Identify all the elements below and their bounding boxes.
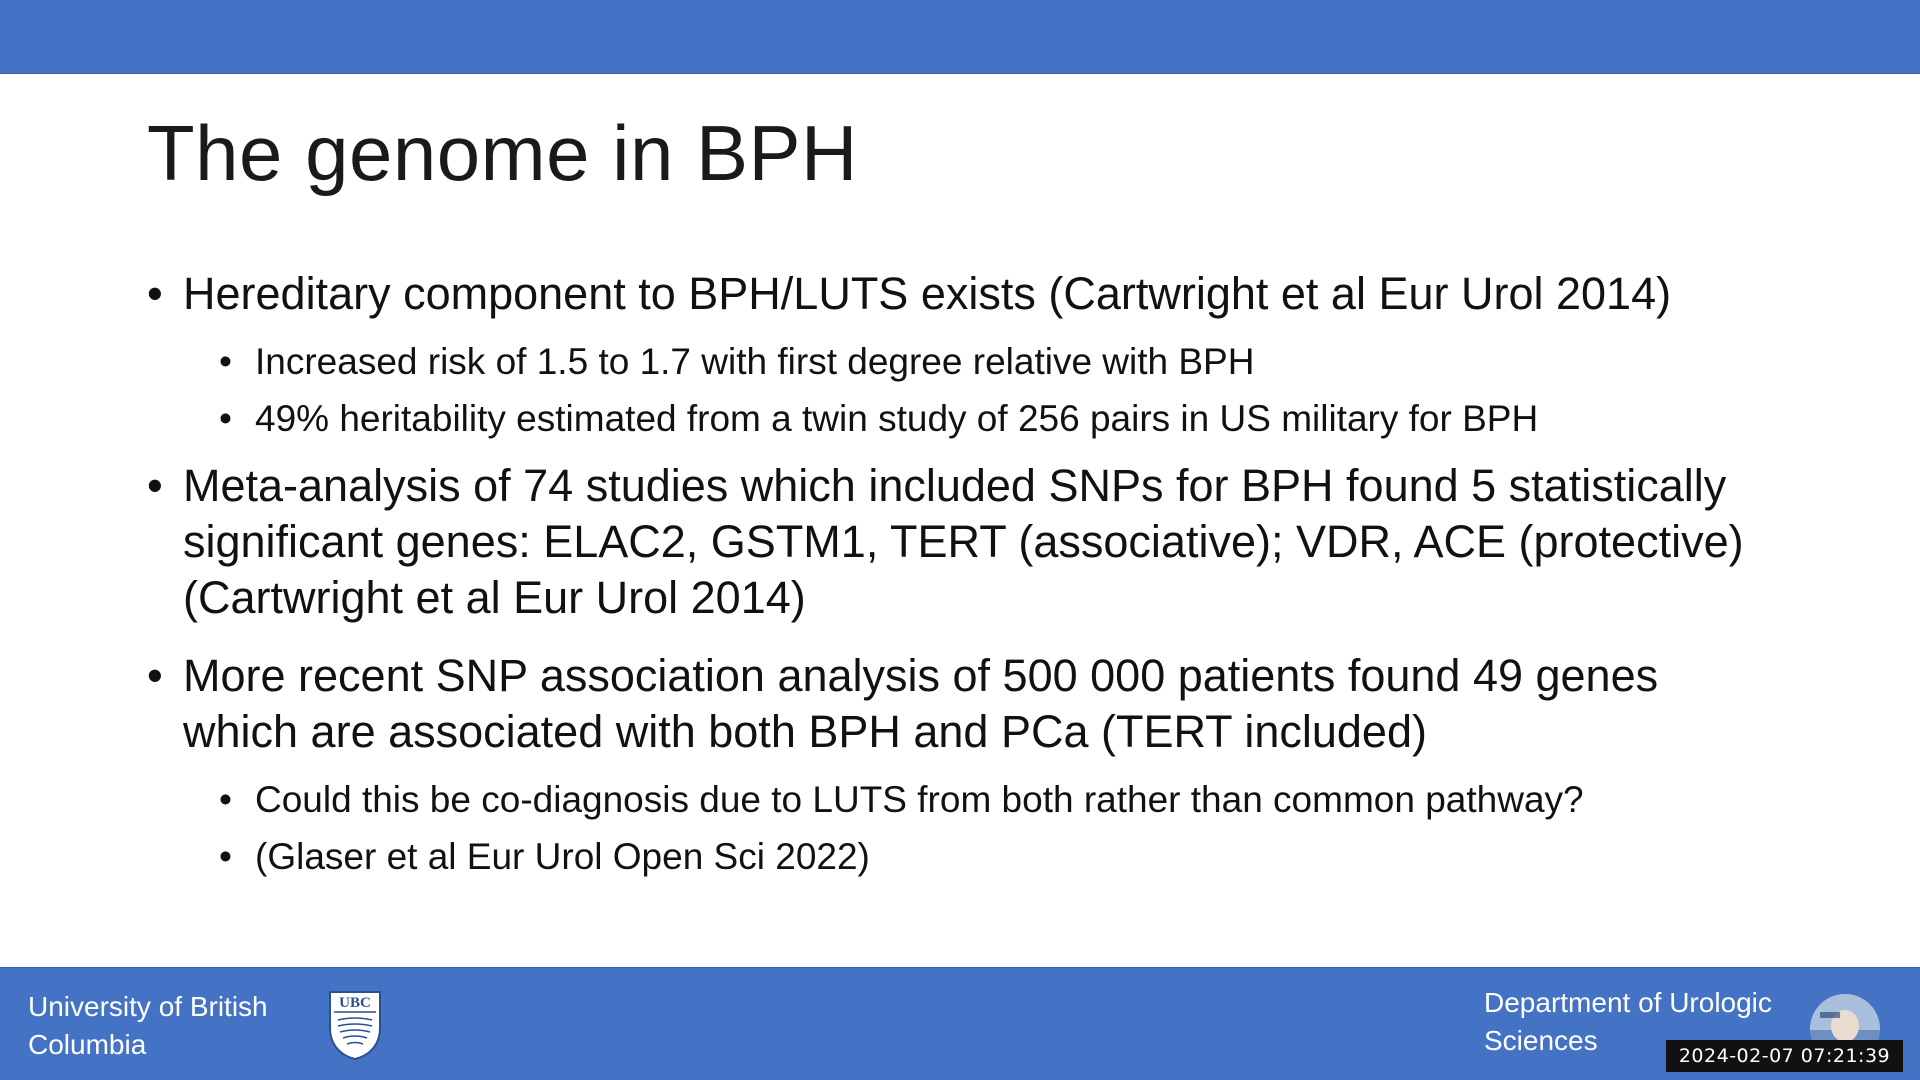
slide-title: The genome in BPH xyxy=(147,109,858,197)
ubc-crest-icon xyxy=(328,990,382,1060)
sub-bullet-heritability: • 49% heritability estimated from a twin study of 256 pairs in US military for BPH xyxy=(147,395,1767,442)
sub-bullet-increased-risk: • Increased risk of 1.5 to 1.7 with first degree relative with BPH xyxy=(147,338,1767,385)
footer-banner xyxy=(0,967,1920,1080)
department-name: Department of Urologic Sciences xyxy=(1484,987,1772,1056)
sub-bullet-co-diagnosis: • Could this be co-diagnosis due to LUTS from both rather than common pathway? xyxy=(147,776,1767,823)
top-banner xyxy=(0,0,1920,74)
timestamp-overlay: 2024-02-07 07:21:39 xyxy=(1666,1040,1903,1072)
bullet-meta-analysis: • Meta-analysis of 74 studies which included SNPs for BPH found 5 statistically significant genes: ELAC2, GSTM1, TERT (associative); VDR, ACE (protective) (Cartwright et al Eur Urol 2014) xyxy=(147,458,1767,626)
university-name: University of British Columbia xyxy=(28,991,268,1060)
ubc-logo-text: UBC xyxy=(339,995,371,1011)
bullet-hereditary: • Hereditary component to BPH/LUTS exists (Cartwright et al Eur Urol 2014) xyxy=(147,266,1767,322)
bullet-snp-association: • More recent SNP association analysis of 500 000 patients found 49 genes which are associated with both BPH and PCa (TERT included) xyxy=(147,648,1767,760)
sub-bullet-citation: • (Glaser et al Eur Urol Open Sci 2022) xyxy=(147,833,1767,880)
slide-content xyxy=(147,266,1767,890)
